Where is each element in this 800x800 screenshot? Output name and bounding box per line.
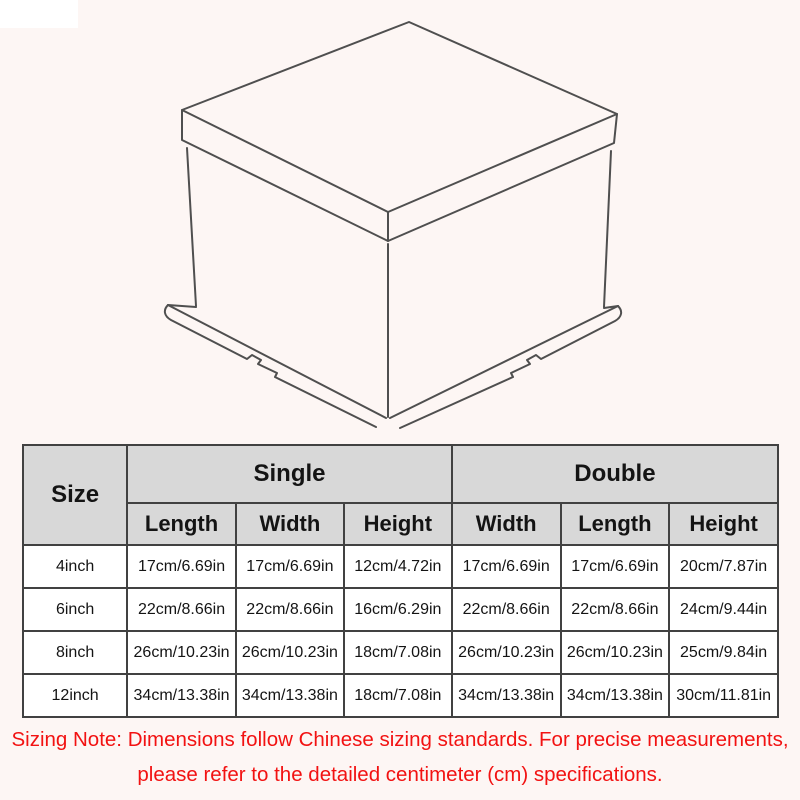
cell-value: 17cm/6.69in (452, 545, 561, 588)
sizing-note-line-1: Sizing Note: Dimensions follow Chinese sizing standards. For precise measurements, (11, 728, 789, 751)
tray-inner-right-diagonal (390, 306, 618, 418)
cell-value: 26cm/10.23in (236, 631, 344, 674)
cell-value: 20cm/7.87in (669, 545, 778, 588)
table-row (23, 545, 778, 588)
box-lid-top-face (182, 22, 617, 212)
box-body-right-edge (604, 151, 611, 307)
table-row (23, 588, 778, 631)
col-header-double-length: Length (561, 503, 670, 545)
cell-value: 26cm/10.23in (452, 631, 561, 674)
cell-value: 34cm/13.38in (452, 674, 561, 717)
row-size-label: 8inch (23, 631, 127, 674)
cell-value: 34cm/13.38in (127, 674, 236, 717)
cell-value: 22cm/8.66in (236, 588, 344, 631)
cell-value: 17cm/6.69in (127, 545, 236, 588)
cell-value: 17cm/6.69in (561, 545, 670, 588)
cell-value: 34cm/13.38in (236, 674, 344, 717)
tray-outer-right (400, 306, 621, 428)
cell-value: 25cm/9.84in (669, 631, 778, 674)
group-header-double: Double (452, 445, 778, 503)
tray-outer-left (165, 305, 376, 427)
cell-value: 34cm/13.38in (561, 674, 670, 717)
col-header-double-height: Height (669, 503, 778, 545)
cell-value: 24cm/9.44in (669, 588, 778, 631)
cell-value: 26cm/10.23in (561, 631, 670, 674)
box-body-left-edge (187, 148, 196, 306)
row-size-label: 12inch (23, 674, 127, 717)
sizing-note (0, 722, 800, 792)
col-header-single-width: Width (236, 503, 344, 545)
cell-value: 18cm/7.08in (344, 631, 452, 674)
table-row (23, 631, 778, 674)
row-size-label: 6inch (23, 588, 127, 631)
sizing-note-line-2: please refer to the detailed centimeter (cm) specifications. (137, 763, 663, 786)
cell-value: 12cm/4.72in (344, 545, 452, 588)
cell-value: 22cm/8.66in (127, 588, 236, 631)
tray-inner-left-diagonal (168, 305, 386, 418)
cell-value: 18cm/7.08in (344, 674, 452, 717)
cell-value: 22cm/8.66in (561, 588, 670, 631)
cell-value: 22cm/8.66in (452, 588, 561, 631)
sizing-table (22, 444, 779, 718)
cell-value: 26cm/10.23in (127, 631, 236, 674)
box-lid-rim (182, 110, 617, 241)
cell-value: 17cm/6.69in (236, 545, 344, 588)
col-header-double-width: Width (452, 503, 561, 545)
table-row (23, 674, 778, 717)
group-header-single: Single (127, 445, 452, 503)
col-header-single-length: Length (127, 503, 236, 545)
col-header-size: Size (23, 445, 127, 545)
row-size-label: 4inch (23, 545, 127, 588)
cell-value: 16cm/6.29in (344, 588, 452, 631)
col-header-single-height: Height (344, 503, 452, 545)
cell-value: 30cm/11.81in (669, 674, 778, 717)
sizing-table-container (22, 444, 779, 718)
